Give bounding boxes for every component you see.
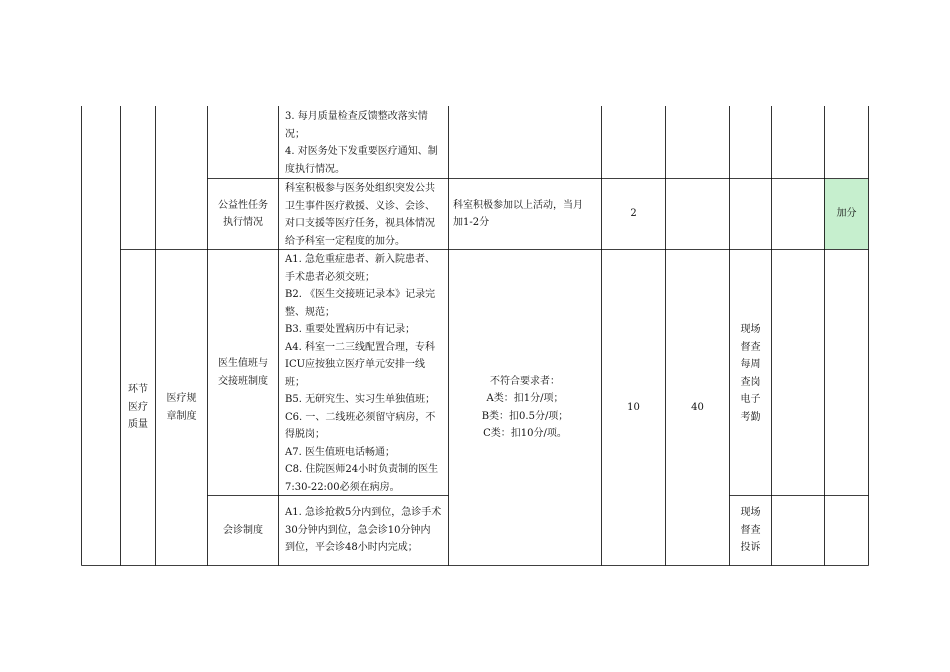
text-line: 章制度: [166, 410, 197, 422]
item-duty-handover: [208, 250, 278, 495]
text-line: 10: [627, 401, 640, 413]
item-public-welfare: [208, 179, 278, 249]
standard-duty-handover: [285, 251, 445, 496]
text-line: 加分: [836, 208, 857, 220]
method-consultation: [730, 496, 771, 565]
text-line: 现场: [740, 324, 761, 335]
standard-public-welfare: [285, 180, 445, 250]
text-line: 手术患者必须交班；: [285, 271, 375, 283]
text-line: 医疗规: [166, 393, 197, 404]
text-line: 7:30-22:00必须在病房。: [285, 481, 400, 493]
text-line: 给予科室一定程度的加分。: [285, 235, 405, 247]
text-line: 对口支援等医疗任务，视具体情况: [285, 218, 435, 229]
text-line: A类：扣1分/项；: [486, 393, 564, 404]
text-line: 科室积极参与医务处组织突发公共: [285, 183, 435, 194]
text-line: 整、规范；: [285, 306, 335, 318]
text-line: A4. 科室一二三线配置合理，专科: [285, 341, 435, 353]
text-line: B2. 《医生交接班记录本》记录完: [285, 289, 436, 300]
text-line: 督查: [740, 341, 761, 353]
text-line: B3. 重要处置病历中有记录；: [285, 324, 416, 335]
text-line: A1. 急诊抢救5分内到位，急诊手术: [285, 507, 442, 518]
text-line: 考勤: [740, 411, 761, 423]
remark-public-welfare: [825, 179, 868, 249]
text-line: 投诉: [740, 542, 761, 554]
text-line: ICU应按独立医疗单元安排一线: [285, 359, 426, 370]
text-line: C8. 住院医师24小时负责制的医生: [285, 464, 439, 475]
standard-text-top: [285, 108, 445, 178]
text-line: 每周: [740, 359, 761, 370]
text-line: 执行情况: [223, 217, 263, 228]
text-line: 卫生事件医疗救援、义诊、会诊、: [285, 200, 435, 212]
text-line: 度执行情况。: [285, 163, 345, 175]
text-line: 不符合要求者：: [490, 375, 560, 387]
subtotal-link-quality: [666, 250, 729, 565]
text-line: 交接班制度: [218, 375, 268, 387]
scoring-link-quality: [449, 250, 601, 565]
text-line: 加1-2分: [453, 217, 490, 228]
text-line: 30分钟内到位，急会诊10分钟内: [285, 524, 431, 536]
text-line: 40: [691, 401, 704, 413]
text-line: 3. 每月质量检查反馈整改落实情: [285, 111, 428, 122]
text-line: 环节: [128, 384, 148, 396]
text-line: 2: [630, 208, 637, 220]
text-line: 查岗: [740, 376, 761, 388]
text-line: 会诊制度: [223, 524, 263, 536]
text-line: 现场: [740, 507, 761, 519]
text-line: 到位，平会诊48小时内完成；: [285, 542, 418, 553]
text-line: A7. 医生值班电话畅通；: [285, 446, 395, 458]
standard-consultation: [285, 504, 445, 557]
text-line: 督查: [740, 524, 761, 536]
text-line: 得脱岗；: [285, 429, 325, 440]
scoring-public-welfare: [453, 179, 599, 249]
text-line: 医疗: [128, 401, 148, 413]
text-line: C6. 一、二线班必须留守病房，不: [285, 411, 436, 423]
text-line: 医生值班与: [218, 358, 268, 369]
score-duty-handover: [602, 250, 665, 565]
text-line: B5. 无研究生、实习生单独值班；: [285, 394, 436, 405]
score-public-welfare: [602, 179, 665, 249]
category-link-quality: [121, 250, 155, 565]
item-consultation: [208, 496, 278, 565]
text-line: 科室积极参加以上活动，当月: [453, 199, 583, 211]
text-line: A1. 急危重症患者、新入院患者、: [285, 254, 435, 265]
text-line: 4. 对医务处下发重要医疗通知、制: [285, 146, 438, 157]
text-line: 况；: [285, 128, 305, 140]
text-line: C类：扣10分/项。: [483, 428, 567, 439]
text-line: 电子: [740, 394, 761, 405]
text-line: 班；: [285, 376, 305, 388]
text-line: 质量: [128, 419, 148, 431]
text-line: 公益性任务: [218, 199, 268, 211]
subcategory-rules: [156, 250, 207, 565]
text-line: B类：扣0.5分/项；: [481, 410, 569, 422]
method-duty-handover: [730, 316, 771, 431]
